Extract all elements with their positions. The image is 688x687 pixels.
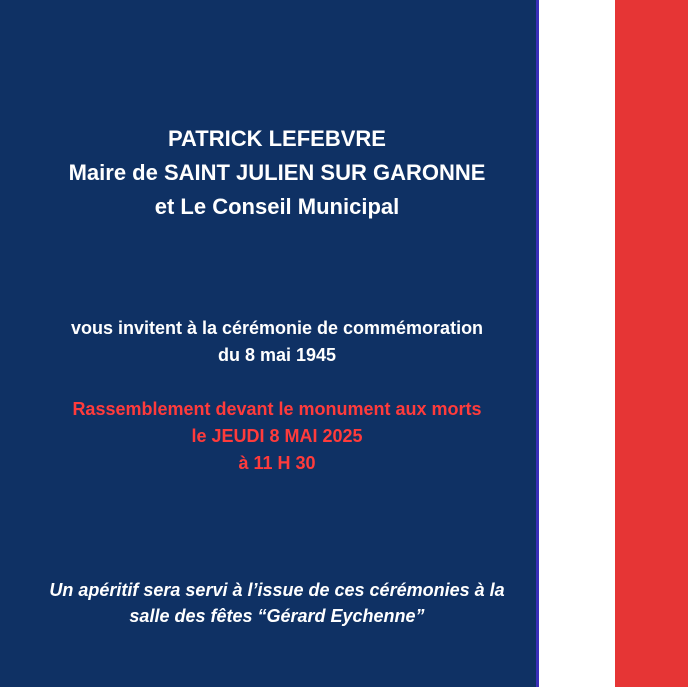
aperitif-line-2: salle des fêtes “Gérard Eychenne” [129,606,425,626]
gathering-details [0,396,554,477]
council-line: et Le Conseil Municipal [154,194,400,219]
heading-block [0,122,554,224]
flag-red-band [615,0,688,687]
gathering-location: Rassemblement devant le monument aux morts [72,399,482,419]
invitation-line-2: du 8 mai 1945 [217,345,337,365]
gathering-time: à 11 H 30 [238,453,316,473]
aperitif-note [0,577,554,629]
aperitif-line-1: Un apéritif sera servi à l’issue de ces cérémonies à la [49,580,505,600]
mayor-title: Maire de SAINT JULIEN SUR GARONNE [68,160,486,185]
mayor-name: PATRICK LEFEBVRE [168,126,386,151]
invitation-line-1: vous invitent à la cérémonie de commémoration [70,318,484,338]
gathering-date: le JEUDI 8 MAI 2025 [191,426,363,446]
invitation-text [0,315,554,369]
